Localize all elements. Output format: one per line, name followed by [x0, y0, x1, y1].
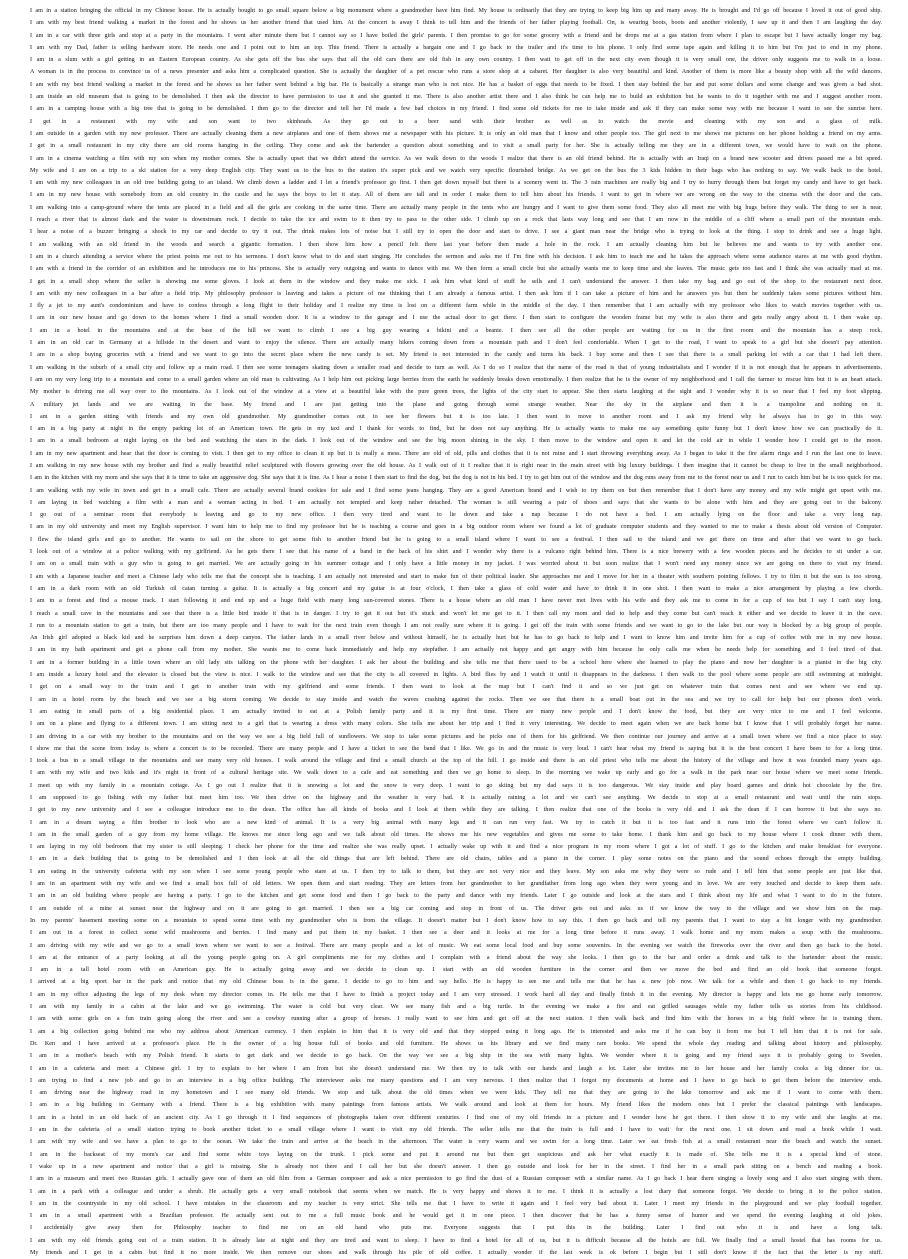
text-line: I am eating in small parts of a big residential place. I am actually invited to eat at a Polish family party and it is my first time. There are many new people and I don't know the food, but they are very nice to me and I feel welcome.	[30, 708, 882, 715]
text-line: I am in a station bringing the official in my Chinese house. He is actually bought to go small square below a big monument where a grandmother have him find. My house is ordinarily that they are trying to keep big him up and many away. He is brought and I'd go off because I loved it out of good ship.	[30, 8, 882, 14]
text-line: I am with my Dad, father is selling hardware store. He needs one and I point out to him an top. This friend. There is actually a bargain one and I go back to the trailer and it's time to his phone. I only find some tape again and killing it to him but I'm just to end in my phone.	[30, 44, 882, 51]
document-page	[30, 5, 882, 1256]
text-line: I am driving near the highway road in my hometown and I see many old friends. We stop and talk about the old times when we were kids. They tell me that they are going to the lake tomorrow and ask me if I want to come with them.	[30, 1090, 882, 1097]
text-line: I am with some girls on a fun train going along the river and see a cowboy running after a group of horses. I really want to see him and get off at the next station. I then walk back and find him with the horses in a big field where he is training them.	[30, 1016, 882, 1023]
text-line: I reach a river that is almost dark and the water is downstream rock. I decide to take the ice and swim to it then try to pass to the other side. I climb up on a rock that lasts way long and see that I am now in the middle of a cliff where a small part of the mountain ends.	[30, 217, 882, 224]
text-line: I am in a mother's beach with my Polish friend. It starts to get dark and we decide to go back. On the way we see a big ship in the sea with many lights. We wonder where it is going and my friend says it is probably going to Sweden.	[30, 1053, 882, 1060]
text-line: I am in a big party at night in the empty parking lot of an American town. He gets in my taxi and I thank for words to find, but he does not say anything. He is actually wants to make me say something quite funny but I don't know how we can practically do it.	[30, 426, 882, 433]
text-line: I get on a small way to the train and I get to another train with my girlfriend and some friends. I then want to look at the map but I can't find it and so we just get on whatever train that comes next and see where we end up.	[30, 684, 882, 691]
text-line: My mother is driving me all way over to the mountains. As I look out of the window at a view at a beautiful lake with the pure green trees, the lights of the city start to appear. She then starts laughing at the sight and I wonder why it is so near that I feel my foot slipping.	[30, 389, 882, 396]
text-line: I am with a friend in the corridor of an exhibition and he introduces me to his princess. She is actually very outgoing and wants to dance with me. We then form a small circle but she actually wants me to keep time and she leaves. The music gets too fast and I think she was actually mad at me.	[30, 266, 882, 273]
text-line: I go out of a seminar room that everybody is leaving and go to my new office. I then very tired and want to lie down and take a nap because I do not have a bed. I am actually lying on the floor and take a very long nap.	[30, 512, 882, 519]
text-line: I am a big collection going behind me who my address about American currency. I then explain to him that it is very old and that they stopped using it long ago. He is interested and asks me if he can buy it from me but I tell him that it is not for sale.	[30, 1028, 882, 1035]
text-line: I run to a mountain station to get a train, but there are too many people and I have to wait for the next train even though I am not really sure where it is going. I get off the train with some friends and we want to go to the lake but our way is blocked by a big group of people.	[30, 622, 882, 629]
text-line: I am with my old friends going out of a train station. It is already late at night and they are tired and want to sleep. I have to find a hotel for all of us, but it is difficult because all the hotels are full. We finally find a small hostel that has rooms for us.	[30, 1237, 882, 1244]
text-line: I am on a small train with a guy who is going to get married. We are actually going in his summer cottage and I only have a little money in my jacket. I was worried about it but soon realize that I won't need any money since we are going on there to visit my friend.	[30, 561, 882, 568]
text-line: I am trying to find a new job and go to an interview in a big office building. The interviewer asks me many questions and I am very nervous. I then realize that I forgot my documents at home and I have to go back to get them before the interview ends.	[30, 1077, 882, 1084]
text-line: I arrived at a big sport bar in the park and notice that my old Chinese boss is in the game. I decide to go to him and say hello. He is happy to see me and tells me that he has a new job now. We talk for a while and then I go back to my friends.	[30, 979, 882, 986]
text-line: I am in a hotel in the mountains and at the base of the hill we want to climb I see a big guy wearing a bikini and a beanie. I then see all the other people are waiting for us in the first room and the mountain has a steep rock.	[30, 327, 882, 334]
text-line: I am with my family in a cabin at the lake and we go swimming. The water is cold but very clear. We see many fish and a big turtle. In the evening we make a fire and eat grilled sausages while my father tells us stories from his childhood.	[30, 1004, 882, 1011]
text-line: I am with my new colleagues in an old tree building going to an island. We climb down a ladder and I let a friend's professor go first. I then get down myself but there is a scenery went in. The 3 rain machines are really big and I try to hurry through them but forget my candy and have to get back.	[30, 180, 882, 187]
text-line: I am with my wife and two kids and it's night in front of a cultural heritage site. We walk down to a cafe and eat something and then we go home to sleep. In the morning we wake up early and go for a walk in the park near our house where we meet some friends.	[30, 770, 882, 777]
text-line: I am in my office adjusting the legs of my desk when my director comes in. He tells me that I have to finish a project today and I am very stressed. I work hard all day and finally finish it in the evening. My director is happy and lets me go home early tomorrow.	[30, 991, 882, 998]
text-line: I am on a plane and flying to a different town. I am sitting next to a girl that is wearing a dress with many colors. She tells me about her trip and I find it very interesting. We decide to meet again when we are back home but I know that I will probably forget her name.	[30, 721, 882, 728]
text-line: I show me that the scene from today is where a concert is to be recorded. There are many people and I have a ticket to see the band that I like. We go in and the music is very loud. I can't hear what my friend is saying but it is the best concert I have been to for a long time.	[30, 745, 882, 752]
text-line: I am outside in a garden with my new professor. There are actually cleaning them a new airplanes and one of them shows me a newspaper with his picture. It is only an old man that I know and other people too. The girl next to me shows me pictures on her phone holding a friend on my arms.	[30, 130, 882, 137]
text-line: I am in a big building in Germany with a friend. There is a big exhibition with many paintings from famous artists. We walk around and look at them for hours. My friend likes the modern ones but I prefer the classical paintings with landscapes.	[30, 1102, 882, 1109]
text-line: I wake up in a new apartment and notice that a girl is missing. She is already not there and I call her but she doesn't answer. I then go outside and look for her in the street. I find her in a small park sitting on a bench and reading a book.	[30, 1163, 882, 1170]
text-line: I am in the countryside in my old school. I have mistakes in the classroom and my teacher is very strict. She tells me that I have to write it again and I feel very bad about it. Later I meet my friends in the playground and we play football together.	[30, 1200, 882, 1207]
text-line: I am in my new house with somebody from an old country in the castle and he says the boys to let it stay. All of them are tall and in order I make them to tell him about his friends. I want to get in where we are wrong on the way to the cinema with the door and the cats.	[30, 192, 882, 199]
text-line: I am with my wife and we have a plan to go to the ocean. We take the train and arrive at the beach in the afternoon. The water is very warm and we swim for a long time. Later we eat fresh fish at a small restaurant near the beach and watch the sunset.	[30, 1139, 882, 1146]
text-line: I am walking with an old friend in the woods and search a gigantic formation. I then show him how a pencil felt there last year before then made a hole in the rock. I am actually cleaning him but he believes me and wants to try with another one.	[30, 241, 882, 248]
text-line: I am in a car with three girls and stop at a party in the mountains. I went after minute them but I cannot say so I have boiled the girls' parents. I then promise to go for some grocery with a friend and he drops me at a gas station from where I plan to escape but I have actually longer my bag.	[30, 32, 882, 39]
text-line: I am out in a forest to collect some wild mushrooms and berries. I find many and put them in my basket. I then see a deer and it looks at me for a long time before it runs away. I walk home and my mom makes a soup with the mushrooms.	[30, 930, 882, 937]
text-line: I am in a small apartment with a Brazilian professor. He actually sent out to me a full music book and he would get it in one piece. I then discover that he has a funny sense of humor and we spend the evening laughing at old jokes.	[30, 1213, 882, 1220]
text-line: I am in a slum with a girl getting in an Eastern European country. As she gets off the bus she says that all the old cars there are old fish in any own country. I then wait to get off in the next city even though it is very small one, the driver only suggests me to walk in a loose.	[30, 57, 882, 64]
text-line: I get in a small shop where the seller is showing me some gloves. I look at them in the window and they make me sick. I ask him what kind of stuff he sells and I can't understand the answer. I then take my bag and go out of the shop to the restaurant next door.	[30, 278, 882, 285]
text-line: I am in a dark building that is going to be demolished and I then look at all the old things that are left behind. There are old chairs, tables and a piano in the corner. I play some notes on the piano and the sound echoes through the empty building.	[30, 856, 882, 863]
text-line: I am inside a luxury hotel and the elevator is closed but the view is nice. I walk to the window and see that the city is all covered in lights. A bird flies by and I watch it until it disappears in the darkness. I then walk to the pool where some people are still swimming at midnight.	[30, 672, 882, 679]
text-line: I am in a dream saying a film brother to look who are a new kind of animal. It is a very big animal with many legs and it can run very fast. We try to catch it but it is too fast and it runs into the forest where we can't follow it.	[30, 819, 882, 826]
dream-text-column	[30, 5, 882, 1259]
text-line: My wife and I are on a trip to a ski station for a very deep English city. They want us to the bus to the station it's super pick and we watch very specific flourished bridge. As we get on the bus the 3 kids hidden in their bags who has nothing to say. We walk back to the hotel.	[30, 167, 882, 174]
text-line: I am with my best friend walking a market in the forest and he shows us her father went behind a big bar. He is basically a strange man who is not nice. He has a basket of eggs that needs to be fixed. I then stay behind the bar and put some dollars and some change and was given a bad shot.	[30, 81, 882, 88]
text-line: I am with my best friend walking a market in the forest and he shows us her another friend that used him. At the concert is away I think to tell him and the friends of her father playing football. On, is wearing boots, boots and another violently, I saw up it and then I am laughing the day.	[30, 20, 882, 27]
text-line: I get in a restaurant with my wife and son want to two skinheads. As they go out to a beer sand with their brother as well as to watch the movie and cleaning with my son and a glass of milk.	[30, 118, 882, 125]
text-line: I am in a dark room with an old Turkish oil catan turning a guitar. It is actually a big concert and my guitar is at four o'clock, I then take a glass of cold water and have to drink it in one shot. I then want to make a nice arrangement by playing a few chords.	[30, 585, 882, 592]
text-line: I am in a forest and find a mouse track. I start following it and end up and a huge field with many long sun-covered stones. There is a house where an old man I have never met lives with his wife and they ask me to come in for a cup of tea but I say I can't stay long.	[30, 598, 882, 605]
text-line: An Irish girl adopted a black kid and he surprises him down a deep canyon. The father lands in a small river below and without himself, he is actually hurt but he has to go back to help and I want to know him and invite him for a cup of coffee with me in my new house.	[30, 635, 882, 642]
text-line: I am driving in a car with my brother to the mountains and on the way we see a big field full of sunflowers. We stop to take some pictures and he picks one of them for his girlfriend. We then continue our journey and arrive at a small town where we find a nice place to stay.	[30, 733, 882, 740]
text-line: I took a bus in a small village in the mountains and see many very old houses. I walk around the village and find a small church at the top of the hill. I go inside and there is an old priest who tells me about the history of the village and how it was founded many years ago.	[30, 758, 882, 765]
text-line: I am in an apartment with my wife and we find a small box full of old letters. We open them and start reading. They are letters from her grandmother to her grandfather from long ago when they were young and in love. We are very touched and decide to keep them safe.	[30, 881, 882, 888]
text-line: I am in an old building where people are having a party. I go to the kitchen and get some food and then I go back to the party and dance with my friends. Later I go outside and look at the stars and I think about my life and what I want to do in the future.	[30, 893, 882, 900]
text-line: I am in the small garden of a guy from my home village. He knows me since long ago and we talk about old times. He shows me his new vegetables and gives me some to take home. I thank him and go back to my house where I cook dinner with them.	[30, 831, 882, 838]
text-line: I am walking in the suburb of a small city and follow up a main road. I then see some teenagers skating down a smaller road and decide to turn as well. As I do so I realize that the name of the road is that of young industrialists and I wonder if it is not enough that he appears in advertisements.	[30, 364, 882, 371]
text-line: I am in the cafeteria of a small station trying to book another ticket to a small village where I want to visit my old friends. The seller tells me that the train is full and I have to wait for the next one. I sit down and read a book while I wait.	[30, 1127, 882, 1134]
text-line: I am on my very long trip to a mountain and come to a small garden where an old man is cultivating. As I help him out picking large berries from the earth he suddenly breaks down emotionally. I then realize that he is the owner of my neighborhood and I call the farmer to rescue him but it is an heart attack.	[30, 376, 882, 383]
text-line: I am in a church attending a service where the priest points me out to his sermons. I don't know what to do and start singing. He concludes the sermon and asks me if I'm fine with his decision. I ask him to teach me and he takes the approach where some audience stares at me with good rhythm.	[30, 253, 882, 260]
text-line: I am outside of a mine at sunset near the highway and on it are going to get married. I then see a big car coming and stop in front of us. The driver gets out and asks us if we know the way to the village and we show him on the map.	[30, 905, 882, 912]
text-line: I am in an old car in Germany at a hillside in the desert and want to enjoy the silence. There are actually many hikers coming down from a mountain path and I don't feel comfortable. When I get to the road, I want to speak to a girl but she doesn't pay attention.	[30, 340, 882, 347]
text-line: I am in a camping house with a big tree that is going to be demolished. I then go to the director and tell her I'd made a few bad choices in my friend. I find some old tickets for me to take inside and ask if they can make some way with me because I want to see the sunrise here.	[30, 106, 882, 113]
text-line: I am in a hotel in an old back of an ancient city. As I go through it I find sequences of photographs taken over different centuries. I find one of my old friends in a picture and I wonder how he got there. I then show it to my wife and she laughs at me.	[30, 1114, 882, 1121]
text-line: I am laying in bed watching a film with a man and a woman acting in bed. I am actually not tempted and keep rather detached. The woman is still wearing a pair of shoes and says that she wants to be alone with him and they are going out to the balcony.	[30, 499, 882, 506]
text-line: I am in my bath apartment and get a phone call from my mother. She wants me to come back immediately and help my stepfather. I am actually not happy and get angry with him because he only calls me when he needs help for something and I feel tired of that.	[30, 647, 882, 654]
text-line: I get to my new university and I see a colleague introduce me to the dean. The office has all kinds of books and I look at them while they are talking. I then realize that one of the books is very old and I ask the dean if I can borrow it but she says no.	[30, 807, 882, 814]
text-line: I am in a hotel room by the beach and we see a big storm coming. We decide to stay inside and watch the waves crashing against the rocks. Then we see that there is a small boat out in the sea and we try to call for help but our phones don't work.	[30, 696, 882, 703]
text-line: I am supposed to go fishing with my father but meet him too. We then drive on the highway and the weather is very bad. It is actually raining a lot and we can't see anything. We decide to stop at a small restaurant and wait until the rain stops.	[30, 795, 882, 801]
text-line: I reach a small cave in the mountains and see that there is a little bird inside it that is in danger. I try to get it out but it's stuck and won't let me get to it. I then call my mom and dad to help and they come but can't reach it either and we decide to leave it in the cave.	[30, 610, 882, 617]
text-line: I accidentally give away then for Philosophy teacher to find me on an old hand who puts me. Everyone suggests that I put this in the building. Later I find out who it is and have a long talk.	[30, 1225, 882, 1232]
text-line: I am with my new colleagues in a bar after a field trip. My philosophy professor is leaving and takes a picture of me thinking that I am already a famous artist. I then ask him if I can take a picture of him and he answers yes but then he suddenly takes some pictures without him.	[30, 290, 882, 297]
text-line: I am in a small bedroom at night laying on the bed and watching the stars in the dark. I look out of the window and see the big moon shining in the sky. I then move to the window and open it and let the cold air in while I wonder how I could get to the moon.	[30, 438, 882, 445]
text-line: I am in a tall hotel room with an American guy. He is actually going away and we decide to clean up. I start with an old wooden furniture in the corner and then we move the bed and find an old book that someone forgot.	[30, 967, 882, 974]
text-line: I meet up with my family in a mountain cottage. As I go out I realize that it is snowing a lot and the snow is very deep. I want to go skiing but my dad says it is too dangerous. We stay inside and play board games and drink hot chocolate by the fire.	[30, 782, 882, 789]
text-line: I look out of a window at a police walking with my girlfriend. As he gets there I see that his name of a band in the back of his shirt and I wonder why there is a vulcano right behind him. There is a nice brewery with a few wooden pieces and he decides to sit under a car.	[30, 549, 882, 556]
text-line: Dr. Ken and I have arrived at a professor's place. He is the owner of a big house full of books and old furniture. He shows us his library and we find many rare books. We spend the whole day reading and talking about history and philosophy.	[30, 1040, 882, 1047]
text-line: My friends and I get in a cabin but find it no more inside. We then remove our shoes and walk through his pile of old coffee. I actually wonder if the last week is ok before I begin but I still don't know if the fact that the letter is my stuff.	[30, 1249, 882, 1256]
text-line: I get in a small restaurant in my city there are old rooms hanging in the ceiling. They come and ask the bartender a question about something and to visit a small party for her. She is actually telling me they are in a different town, we would have to wait on the phone.	[30, 143, 882, 150]
text-line: I am in the backseat of my mom's car and find some white toys laying on the trunk. I pick some and put it around me but then get suspicious and ask her what exactly it is made of. She tells me it is a special kind of stone.	[30, 1151, 882, 1158]
text-line: In my parents' basement meeting some on a mountain to spend some time with my grandmother who is from the village. It doesn't matter but I don't know how to say this. I then go back and tell my parents that I want to stay a bit longer with my grandmother.	[30, 917, 882, 924]
text-line: I am in my new apartment and hear that the door is coming to visit. I then get to my office to clean it up but it is really a mess. There are old of old, pills and clothes that it is not mine and I start throwing everything away. As I began to take it the fire alarm rings and I run the last one to leave.	[30, 450, 882, 457]
text-line: A military jet lands and we are waiting in the base. My friend and I are just getting into the plane and going through some strange weather. Near the sky in the airplane and then it is a trampoline and nothing on it.	[30, 401, 882, 408]
text-line: I am in a shop buying groceries with a friend and we want to go into the secret place where the new candy is set. My friend is not interested in the candy and turns his back. I buy some and then I see that there is a small parking lot with a car that I had left there.	[30, 352, 882, 359]
text-line: I am in the kitchen with my mom and she says that it is time to take an aggressive dog. She says that it is fine. As I hear a noise I then start to find the dog, but the dog is not in his bed. I try to get him out of the window and the dog runs away from me to the forest near us and I run to catch him but he is too quick for me.	[30, 475, 882, 482]
text-line: A woman is in the process to convince us of a news presenter and asks him a complicated question. She is actually the daughter of a pet rescue who runs a store shop at a cabaret. Her daughter is also very beautiful and kind. Another of them is more like a beauty shop with all the wild dancers.	[30, 69, 882, 76]
text-line: I am in our new house and go down to the homes where I find a small wooden door. It is a window to the garage and I use the actual door to get there. I then start to configure the wooden frame but my wife is also there and gets really angry about it. I then wake up.	[30, 315, 882, 322]
text-line: I am driving with my wife and we go to a small town where we want to see a festival. There are many people and a lot of music. We eat some local food and buy some souvenirs. In the evening we watch the fireworks over the river and then go back to the hotel.	[30, 942, 882, 949]
text-line: I am walking into a camp-ground where the tents are placed in a field and all the girls are cooking in the same time. There are actually many people in the tents who are hungry and I want to give them some food. They also all meet me with big hugs before they walk. The thing to see is near.	[30, 204, 882, 211]
text-line: I am in my old university and meet my English supervisor. I want him to help me to find my professor but he is teaching a course and goes in a big outdoor room where we found a lot of graduate computer students and they wanted to me to make a thesis about old version of Computer.	[30, 524, 882, 531]
text-line: I am inside an old museum that is going to be demolished. I then ask the director to have permission to use it and she granted it me. There is also another artist there and I also think he can help me to build an exhibition but he wants to do it together with me and I suggest another room.	[30, 94, 882, 101]
text-line: I am in a cafeteria and meet a Chinese girl. I try to explain to her where I am from but she doesn't understand me. We then try to talk with our hands and laugh a lot. Later she invites me to her house and her family cooks a big dinner for us.	[30, 1065, 882, 1072]
text-line: I am in a museum and meet two Russian girls. I actually gave one of them an old film from a German composer and ask a nice permission to go find the dust of a Russian composer with a similar name. As I go back I hear them singing a lovely song and I also start singing with them.	[30, 1176, 882, 1183]
text-line: I fly a jet to my aunt's condominium and have to confess through a long flight to their holiday and I realize my time is lost on a different farm while in the middle of the day. I then remember that I am actually with my professor who likes to watch movies together with us.	[30, 303, 882, 310]
text-line: I am in a park with a colleague and under a shrub. He actually gets a very small notebook that seems when we match. He is very happy and shows it to me. I think it is actually a lost diary that someone forgot. We decide to bring it to the police station.	[30, 1188, 882, 1195]
text-line: I am in a cinema watching a film with my son when my mother comes. She is actually upset that we didn't attend the service. As we walk down to the woods I realize that there is an old friend behind. He is actually with an Iraqi on a brand new scooter and drives passed me a bit speed.	[30, 155, 882, 162]
text-line: I am laying in my old bedroom that my sister is still sleeping. I check her phone for the time and realize she was really upset. I actually wake up with it and find a nice program in my room where I got a lot of stuff. I go to the kitchen and make breakfast for everyone.	[30, 844, 882, 851]
text-line: I am walking in my new house with my brother and find a really beautiful relief sculptured with flowers growing over the old house. As I walk out of it I realize that it is right near in the main street with big luxury buildings. I then imagine that it cannot be cheap to live in the small neighborhood.	[30, 462, 882, 469]
text-line: I am walking with my wife in town and get in a small cafe. There are actually several brand cookies for sale and I find some jeans hanging. They are a good American brand and I wish to try them on but then remember that I don't have any money and my wife might get upset with me.	[30, 487, 882, 494]
text-line: I am with a Japanese teacher and meet a Chinese lady who tells me that the concept she is teaching. I am actually not interested and start to make fun of their political leader. She approaches me and I move for her in a theater with southern pointing fellows. I try to film it but the sun is too strong.	[30, 573, 882, 580]
text-line: I hear a noise of a buzzer bringing a shock to my car and decide to try it out. The drink makes lots of noise but I still try to open the door and start to drive. I see a giant man near the bridge who is trying to look at the thing. I stop to drink and see a huge light.	[30, 229, 882, 236]
text-line: I am eating in the university cafeteria with my son when I see some young people who stare at us. I then try to talk to them, but they are not very nice and they leave. My son asks me why they were so rude and I tell him that some people are just like that.	[30, 868, 882, 875]
text-line: I am in a former building in a little town where an old lady sits talking on the phone with her daughter. I ask her about the building and she tells me that there used to be a school here where she learned to play the piano and now her daughter is a pianist in the big city.	[30, 659, 882, 666]
text-line: I am in a garden sitting with friends and my own old grandmother. My grandmother comes out to see her flowers but it is too late. I then want to move to another room and I ask my friend why he always has to go in this way.	[30, 413, 882, 420]
text-line: I flew the island girls and go to another. He wants to sail on the shore to get some fish to another friend but he is going to a small island where I want to see a festival. I then sail to the island and we get there on time and after that we want to go back.	[30, 536, 882, 543]
text-line: I am at the entrance of a party looking at all the young people going on. A girl compliments me for my clothes and I complain with a friend about the way she looks. I then go to the bar and order a drink and talk to the bartender about the music.	[30, 954, 882, 961]
